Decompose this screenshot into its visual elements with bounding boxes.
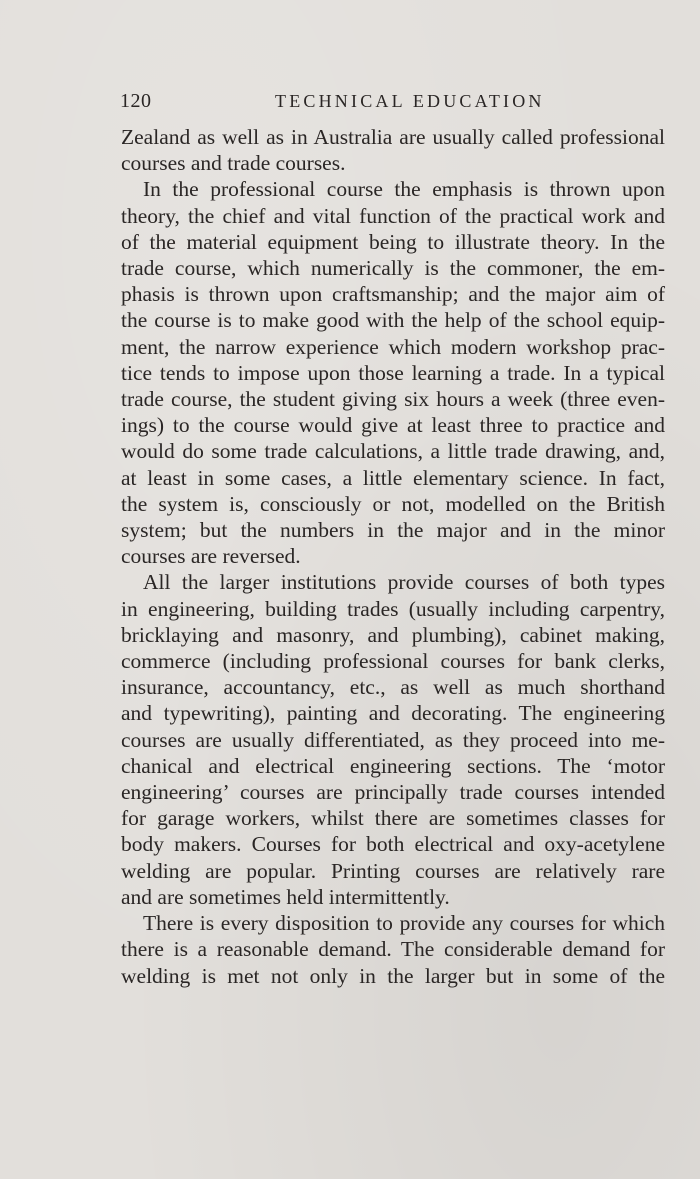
body-line: insurance, accountancy, etc., as well as much shorthand: [121, 675, 665, 700]
body-line: commerce (including professional courses for bank clerks,: [121, 649, 665, 674]
body-line: of the material equipment being to illustrate theory. In the: [121, 229, 665, 254]
running-head: TECHNICAL EDUCATION: [275, 91, 545, 111]
page-header: [120, 86, 665, 116]
body-line: In the professional course the emphasis is thrown upon: [143, 177, 665, 202]
body-line: courses are reversed.: [121, 544, 301, 569]
body-line: trade course, the student giving six hours a week (three even-: [121, 387, 665, 412]
body-line: there is a reasonable demand. The considerable demand for: [121, 937, 665, 962]
body-line: system; but the numbers in the major and in the minor: [121, 518, 665, 543]
body-line: tice tends to impose upon those learning a trade. In a typical: [121, 360, 665, 385]
body-line: welding is met not only in the larger but in some of the: [121, 963, 665, 988]
body-line: There is every disposition to provide any courses for which: [143, 911, 665, 936]
page-number: 120: [120, 90, 152, 112]
body-line: engineering’ courses are principally trade courses intended: [121, 780, 665, 805]
body-line: All the larger institutions provide courses of both types: [143, 570, 665, 595]
body-line: theory, the chief and vital function of the practical work and: [121, 203, 665, 228]
body-line: body makers. Courses for both electrical and oxy-acetylene: [121, 832, 665, 857]
body-line: welding are popular. Printing courses are relatively rare: [121, 858, 665, 883]
body-text: [121, 124, 665, 989]
body-line: chanical and electrical engineering sections. The ‘motor: [121, 753, 665, 778]
body-line: would do some trade calculations, a little trade drawing, and,: [121, 439, 665, 464]
body-line: and are sometimes held intermittently.: [121, 884, 450, 909]
body-line: the course is to make good with the help of the school equip-: [121, 308, 665, 333]
body-line: at least in some cases, a little elementary science. In fact,: [121, 465, 665, 490]
body-line: courses and trade courses.: [121, 151, 346, 176]
body-line: phasis is thrown upon craftsmanship; and the major aim of: [121, 282, 665, 307]
body-line: and typewriting), painting and decorating. The engineering: [121, 701, 665, 726]
body-line: ings) to the course would give at least three to practice and: [121, 413, 665, 438]
body-line: in engineering, building trades (usually including carpentry,: [121, 596, 665, 621]
body-line: ment, the narrow experience which modern workshop prac-: [121, 334, 665, 359]
body-line: courses are usually differentiated, as they proceed into me-: [121, 727, 665, 752]
body-line: Zealand as well as in Australia are usually called professional: [121, 125, 665, 149]
body-line: for garage workers, whilst there are sometimes classes for: [121, 806, 665, 831]
body-line: bricklaying and masonry, and plumbing), cabinet making,: [121, 622, 665, 647]
body-line: the system is, consciously or not, modelled on the British: [121, 491, 665, 516]
body-line: trade course, which numerically is the commoner, the em-: [121, 256, 665, 281]
